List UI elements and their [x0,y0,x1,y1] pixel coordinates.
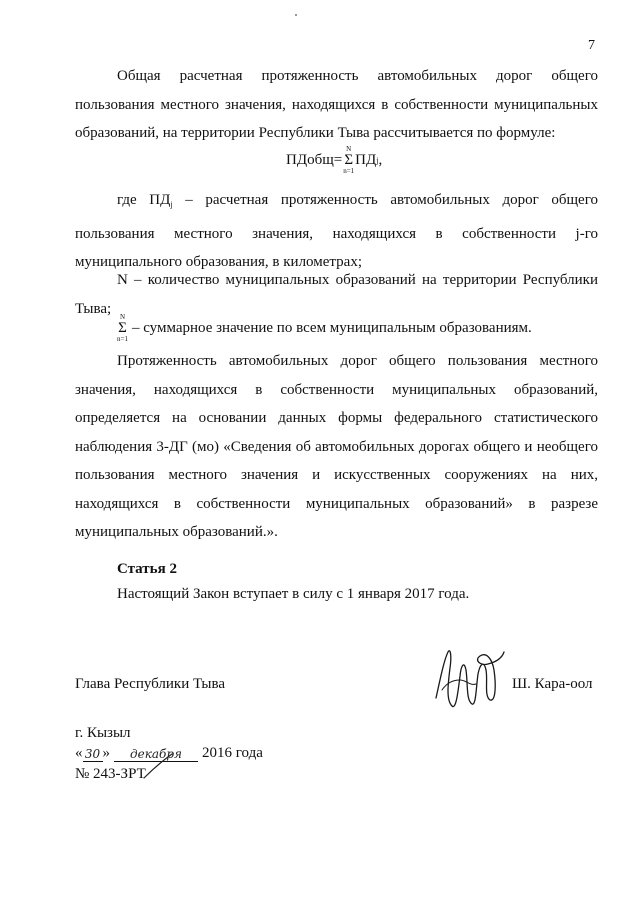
law-number: № 243-ЗРТ [75,766,146,782]
formula-term: ПД [355,152,377,168]
paragraph-formula-intro: Общая расчетная протяженность автомобильных дорог общего пользования местного значения, находящихся в собственности муниципальных образований, на территории Республики Тыва рассчитывается по формуле: [75,68,598,141]
where-prefix: где ПД [117,192,171,208]
date-year: 2016 года [202,745,263,761]
date-month: декабря [114,747,198,762]
sum-lower-limit: n=1 [343,167,355,175]
formula-equals: = [333,152,343,168]
where-sub: j [170,200,173,209]
where-rest: – расчетная протяженность автомобильных дорог общего пользования местного значения, находящихся в собственности j-го муниципального образования, в километрах; [75,192,598,270]
date-close-quote: » [102,745,110,761]
scan-speck [295,14,297,16]
formula-trailing: , [378,152,383,168]
city: г. Кызыл [75,725,131,741]
signature-image [430,640,510,714]
signatory-name: Ш. Кара-оол [512,676,593,692]
date-day: 30 [83,747,103,762]
sum-operator [343,146,354,175]
signatory-position: Глава Республики Тыва [75,676,226,692]
sum-definition-text: – суммарное значение по всем муниципальным образованиям. [131,320,532,336]
page-number: 7 [588,38,595,53]
formula [286,146,382,175]
sum-definition-line [116,314,532,343]
sum-definition-symbol [117,314,128,343]
article-title: Статья 2 [117,561,177,577]
paragraph-where-pd [75,186,598,277]
paragraph-n-definition: N – количество муниципальных образований на территории Республики Тыва; [75,272,598,317]
sum-def-upper: N [119,313,125,321]
article-text: Настоящий Закон вступает в силу с 1 января 2017 года. [117,586,470,602]
sum-def-sigma: Σ [118,320,127,336]
sum-upper-limit: N [346,145,352,153]
date-open-quote: « [75,745,83,761]
sum-def-lower: n=1 [117,335,128,343]
pen-mark [140,752,180,784]
formula-lhs: ПДобщ [286,152,334,168]
paragraph-length-source: Протяженность автомобильных дорог общего пользования местного значения, находящихся в собственности муниципальных образований, определяется на основании данных формы федерального статистического наблюдения 3-ДГ (мо) «Сведения об автомобильных дорогах общего и необщего пользования местного значения и искусственных сооружениях на них, находящихся в собственности муниципальных образований» в разрезе муниципальных образований.». [75,353,598,540]
formula-term-sub: j [376,156,379,165]
sum-symbol: Σ [344,152,354,168]
